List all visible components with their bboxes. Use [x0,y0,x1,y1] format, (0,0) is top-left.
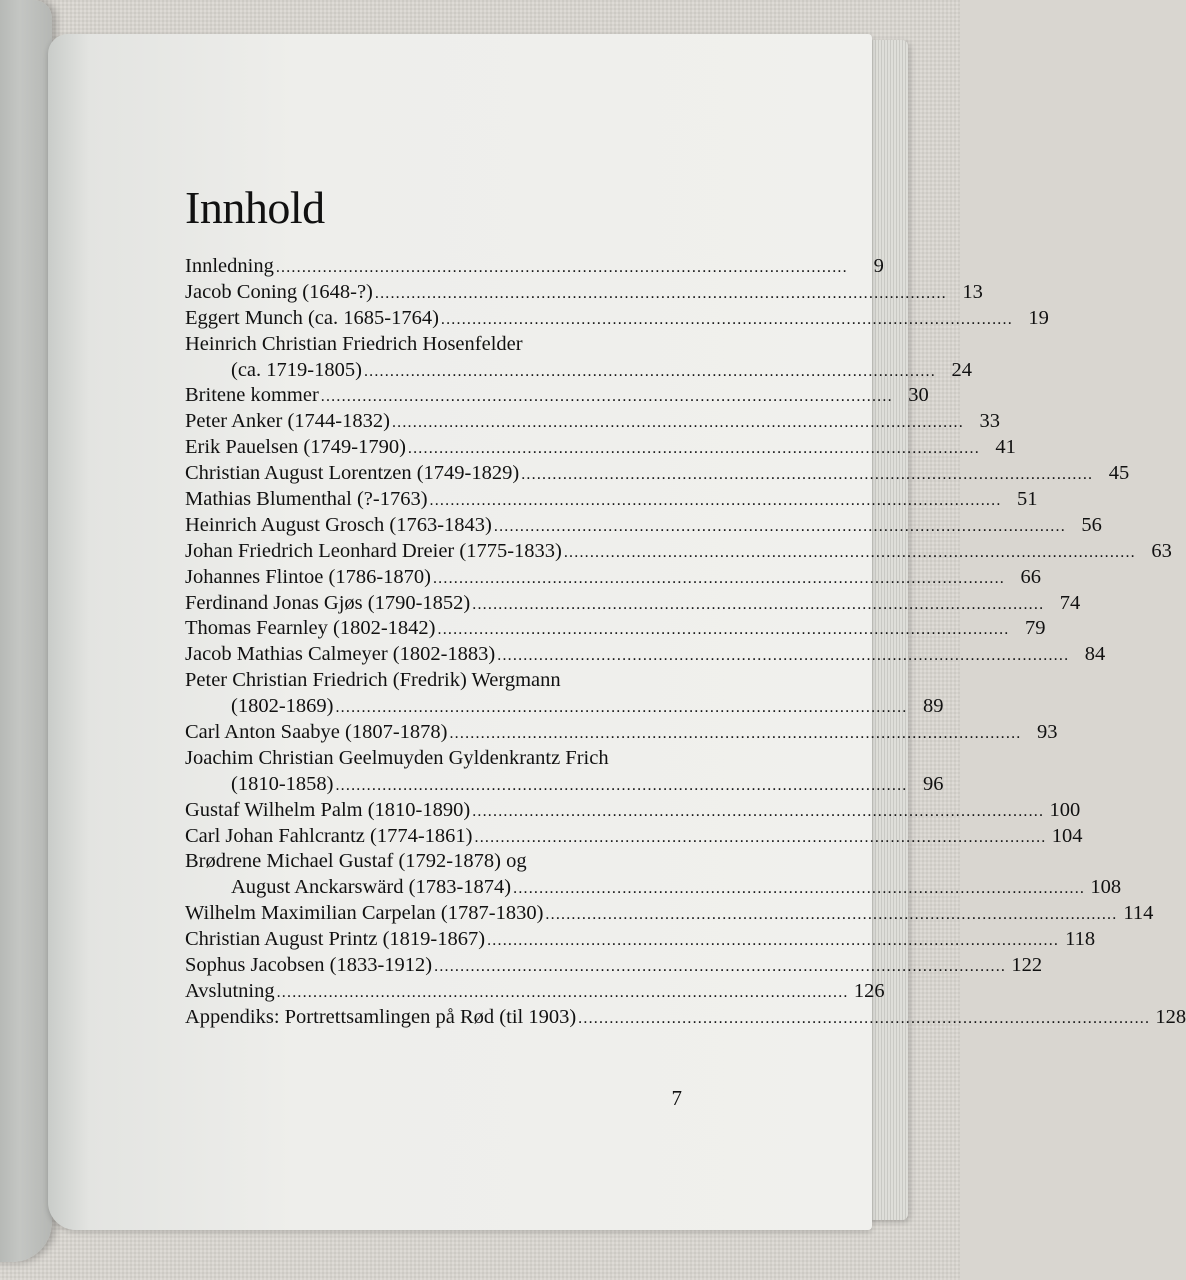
toc-entry [185,461,1130,487]
toc-entry-label: August Anckarswärd (1783-1874) [231,876,512,899]
dot-leader: .............................................................................................................. [437,621,1010,639]
dot-leader: .............................................................................................................. [474,828,1047,846]
toc-entry-label: Christian August Lorentzen (1749-1829) [185,462,520,485]
toc-entry [185,927,1096,953]
toc-entry-continuation [185,358,972,384]
toc-entry-page: 93 [1036,721,1058,744]
toc-entry-label: (1810-1858) [231,772,334,795]
toc-entry-continuation [185,772,944,798]
toc-entry [185,487,1038,513]
toc-entry [185,332,682,358]
toc-entry-label: Joachim Christian Geelmuyden Gyldenkrantz Frich [185,746,609,769]
toc-entry-page: 19 [1028,306,1049,329]
toc-entry-label: Christian August Printz (1819-1867) [185,928,486,951]
facing-page-edge [0,0,52,1262]
dot-leader: .............................................................................................................. [391,414,964,432]
dot-leader: .............................................................................................................. [276,983,849,1001]
toc-entry-page: 108 [1090,876,1122,899]
toc-entry-label: Britene kommer [185,384,319,407]
dot-leader: .............................................................................................................. [487,932,1060,950]
toc-entry-page: 13 [962,280,983,303]
toc-entry-page: 84 [1084,643,1106,666]
toc-entry-label: Appendiks: Portrettsamlingen på Rød (til 1903) [185,1005,577,1028]
toc-entry-label: Innledning [185,255,274,277]
dot-leader: .............................................................................................................. [432,569,1005,587]
toc-entry-page: 63 [1151,539,1172,562]
toc-entry [185,616,1046,642]
toc-entry-label: Mathias Blumenthal (?-1763) [185,488,428,511]
toc-entry-label: Carl Johan Fahlcrantz (1774-1861) [185,824,473,847]
toc-entry-page: 51 [1017,488,1038,511]
toc-entry-page: 118 [1065,928,1096,951]
toc-entry-page: 79 [1025,617,1046,640]
toc-entry-page: 104 [1051,824,1083,847]
toc-entry-label: Gustaf Wilhelm Palm (1810-1890) [185,798,471,821]
toc-entry [185,849,682,875]
toc-entry-label: Eggert Munch (ca. 1685-1764) [185,306,439,329]
dot-leader: .............................................................................................................. [449,725,1022,743]
toc-entry-label: Johan Friedrich Leonhard Dreier (1775-1833) [185,539,562,562]
toc-entry [185,720,1058,746]
toc-entry-label: (1802-1869) [231,695,334,718]
dot-leader: .............................................................................................................. [472,802,1045,820]
page-number: 7 [671,1086,682,1110]
toc-entry-label: Erik Pauelsen (1749-1790) [185,436,406,459]
dot-leader: .............................................................................................................. [563,543,1136,561]
toc-entry [185,668,682,694]
toc-entry-page: 45 [1108,462,1130,485]
toc-entry-page: 30 [908,384,929,407]
toc-entry-page: 24 [951,358,972,381]
dot-leader: .............................................................................................................. [472,595,1045,613]
toc-entry-page: 89 [922,695,944,718]
dot-leader: .............................................................................................................. [578,1009,1151,1027]
toc-entry-label: Jacob Coning (1648-?) [185,280,373,303]
toc-entry-page: 74 [1059,591,1081,614]
toc-entry [185,280,983,306]
toc-entry [185,409,1000,435]
toc-entry-label: Heinrich Christian Friedrich Hosenfelder [185,332,523,355]
toc-entry-page: 100 [1049,798,1081,821]
toc-entry [185,1005,1186,1031]
dot-leader: .............................................................................................................. [320,388,893,406]
toc-entry-label: Ferdinand Jonas Gjøs (1790-1852) [185,591,471,614]
toc-entry-page: 66 [1020,565,1041,588]
toc-entry-page: 9 [873,255,884,277]
toc-entry-label: Johannes Flintoe (1786-1870) [185,565,431,588]
dot-leader: .............................................................................................................. [335,776,908,794]
toc-entry [185,383,929,409]
toc-entry-label: Wilhelm Maximilian Carpelan (1787-1830) [185,902,544,925]
toc-entry-page: 114 [1123,902,1154,925]
toc-entry [185,591,1081,617]
toc-entry-label: Sophus Jacobsen (1833-1912) [185,954,433,977]
toc-entry-page: 122 [1011,954,1043,977]
dot-leader: .............................................................................................................. [407,440,980,458]
dot-leader: .............................................................................................................. [335,699,908,717]
toc-entry-page: 41 [995,436,1016,459]
toc-entry [185,513,1102,539]
toc-entry [185,539,1172,565]
toc-entry-label: Heinrich August Grosch (1763-1843) [185,513,492,536]
toc-entry-label: Thomas Fearnley (1802-1842) [185,617,436,640]
toc-entry-label: Avslutning [185,979,275,1002]
toc-entry [185,798,1081,824]
toc-entry [185,746,682,772]
toc-entry-label: Brødrene Michael Gustaf (1792-1878) og [185,850,527,873]
dot-leader: .............................................................................................................. [493,517,1066,535]
toc-entry [185,435,1016,461]
dot-leader: .............................................................................................................. [497,647,1070,665]
dot-leader: .............................................................................................................. [363,362,936,380]
toc-entry-label: Peter Christian Friedrich (Fredrik) Wergmann [185,669,561,692]
toc-entry [185,306,1049,332]
toc-entry [185,565,1041,591]
dot-leader: .............................................................................................................. [440,310,1013,328]
dot-leader: .............................................................................................................. [545,906,1118,924]
toc-entry-label: (ca. 1719-1805) [231,358,362,381]
toc-entry-page: 128 [1155,1005,1186,1028]
dot-leader: .............................................................................................................. [434,958,1007,976]
toc-entry [185,642,1106,668]
toc-entry [185,953,1043,979]
toc-entry [185,901,1154,927]
table-of-contents [185,180,1186,1031]
toc-entry-continuation [185,694,944,720]
toc-entry-label: Jacob Mathias Calmeyer (1802-1883) [185,643,496,666]
dot-leader: .............................................................................................................. [275,259,848,276]
toc-entry-page: 56 [1081,513,1102,536]
toc-entry-page: 33 [979,410,1000,433]
dot-leader: .............................................................................................................. [374,284,947,302]
page-title: Innhold [185,182,325,233]
toc-entry [185,979,885,1005]
toc-entry [185,824,1083,850]
toc-entry-page: 126 [853,979,885,1002]
dot-leader: .............................................................................................................. [513,880,1086,898]
dot-leader: .............................................................................................................. [521,466,1094,484]
toc-entry-label: Carl Anton Saabye (1807-1878) [185,721,448,744]
toc-entry [185,254,884,280]
toc-entry-page: 96 [922,772,944,795]
toc-list [185,254,1186,1031]
dot-leader: .............................................................................................................. [429,492,1002,510]
toc-entry-continuation [185,875,1122,901]
toc-entry-label: Peter Anker (1744-1832) [185,410,390,433]
